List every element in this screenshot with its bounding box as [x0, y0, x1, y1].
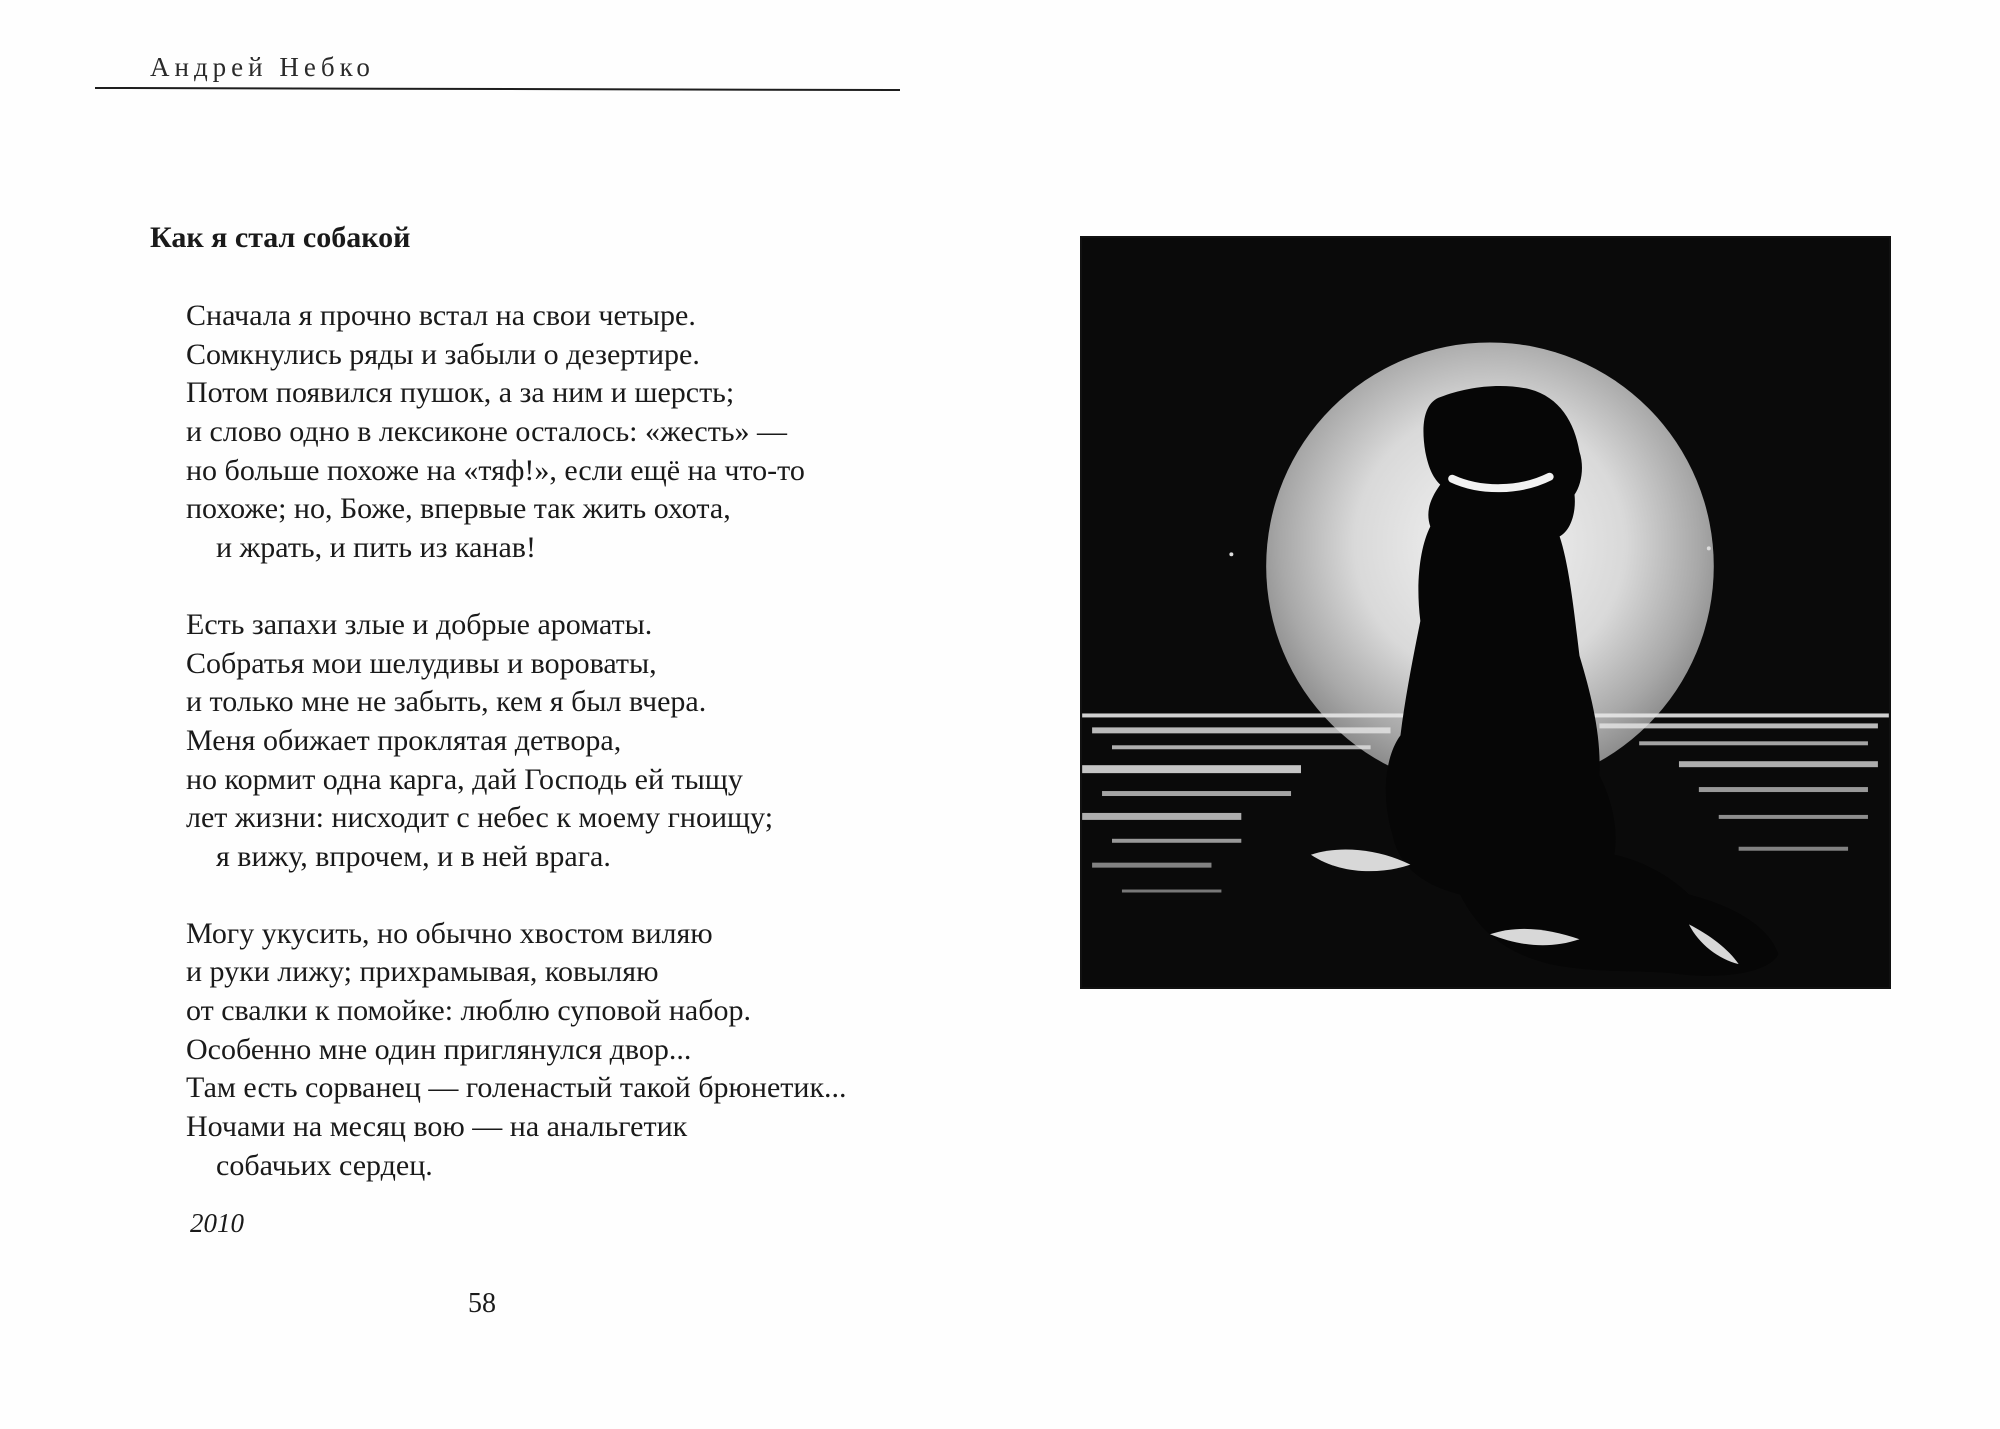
- poem-line: Собратья мои шелудивы и вороваты,: [186, 646, 657, 680]
- stanza-3: [186, 915, 906, 1186]
- poem-line: Ночами на месяц вою — на анальгетик: [186, 1110, 688, 1144]
- page-number: 58: [468, 1288, 496, 1319]
- poem-line-indented: и жрать, и пить из канав!: [216, 531, 536, 565]
- poem-line: Могу укусить, но обычно хвостом виляю: [186, 916, 713, 950]
- poem-line: Меня обижает проклятая детвора,: [186, 723, 622, 757]
- poem-line: Потом появился пушок, а за ним и шерсть;: [186, 376, 735, 410]
- poem-line: и только мне не забыть, кем я был вчера.: [186, 685, 707, 719]
- poem-line: Сомкнулись ряды и забыли о дезертире.: [186, 337, 700, 371]
- poem-title: Как я стал собакой: [150, 221, 411, 254]
- poem-line: Там есть сорванец — голенастый такой брюнетик...: [186, 1071, 847, 1105]
- poem-body: [186, 297, 906, 1223]
- stanza-2: [186, 606, 906, 877]
- poem-line: но больше похоже на «тяф!», если ещё на что-то: [186, 453, 805, 487]
- poem-line: и руки лижу; прихрамывая, ковыляю: [186, 955, 659, 989]
- poem-line: Сначала я прочно встал на свои четыре.: [186, 299, 696, 332]
- bird-left: [1229, 552, 1233, 556]
- running-head-author: Андрей Небко: [150, 52, 375, 82]
- bird-right: [1707, 546, 1711, 550]
- poem-line: Есть запахи злые и добрые ароматы.: [186, 607, 653, 641]
- poem-line: но кормит одна карга, дай Господь ей тыщу: [186, 762, 743, 796]
- poem-line: Особенно мне один приглянулся двор...: [186, 1032, 692, 1066]
- poem-line: от свалки к помойке: люблю суповой набор.: [186, 994, 751, 1027]
- illustration-svg: [1082, 238, 1889, 987]
- poem-line-indented: я вижу, впрочем, и в ней врага.: [216, 839, 611, 873]
- stanza-1: [186, 297, 906, 568]
- poem-date: 2010: [190, 1208, 244, 1238]
- header-rule: [95, 87, 900, 91]
- poem-line: лет жизни: нисходит с небес к моему гноищу;: [186, 801, 774, 835]
- poem-line: и слово одно в лексиконе осталось: «жесть» —: [186, 415, 787, 449]
- dog-moon-illustration: [1080, 236, 1891, 989]
- poem-line-indented: собачьих сердец.: [216, 1148, 433, 1182]
- poem-line: похоже; но, Боже, впервые так жить охота,: [186, 492, 731, 526]
